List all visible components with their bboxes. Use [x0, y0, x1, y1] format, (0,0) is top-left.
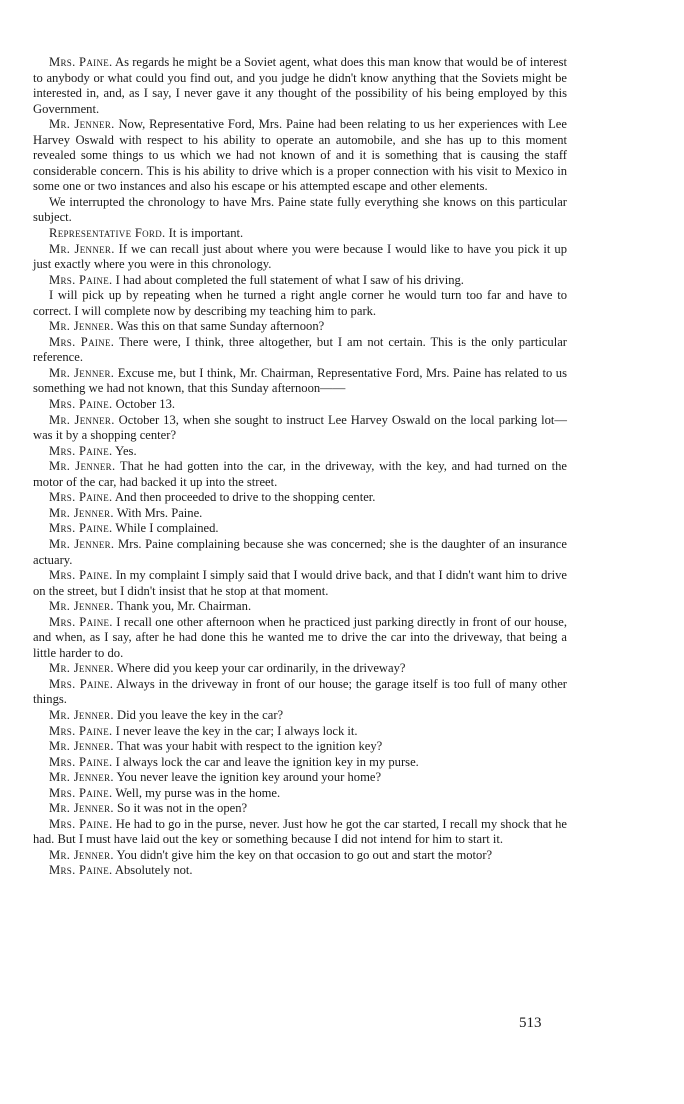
testimony-paragraph — [33, 801, 567, 817]
speaker-name: Mr. Jenner. — [49, 847, 114, 862]
paragraph-text: As regards he might be a Soviet agent, what does this man know that would be of interest to anybody or what could you find out, and you judge he didn't know anything that the Soviets might be interested in, and, as I say, I never gave it any thought of the possibility of his being employed by this Government. — [33, 55, 567, 116]
paragraph-text: Well, my purse was in the home. — [112, 785, 281, 800]
speaker-name: Mrs. Paine. — [49, 521, 113, 536]
testimony-paragraph — [33, 677, 567, 708]
paragraph-text: I will pick up by repeating when he turned a right angle corner he would turn too far and have to correct. I will complete now by describing my teaching him to park. — [33, 288, 567, 318]
paragraph-text: In my complaint I simply said that I would drive back, and that I didn't want him to drive on the street, but I didn't insist that he stop at that moment. — [33, 568, 567, 598]
speaker-name: Mr. Jenner. — [49, 661, 114, 676]
speaker-name: Mrs. Paine. — [49, 55, 113, 69]
testimony-paragraph — [33, 521, 567, 537]
testimony-paragraph — [33, 273, 567, 289]
speaker-name: Mr. Jenner. — [49, 536, 115, 551]
testimony-paragraph — [33, 413, 567, 444]
testimony-paragraph — [33, 226, 567, 242]
testimony-paragraph — [33, 863, 567, 879]
testimony-paragraph — [33, 55, 567, 117]
testimony-paragraph — [33, 817, 567, 848]
speaker-name: Mr. Jenner. — [49, 412, 115, 427]
paragraph-text: October 13, when she sought to instruct Lee Harvey Oswald on the local parking lot—was it by a shopping center? — [33, 412, 567, 443]
speaker-name: Mrs. Paine. — [49, 272, 113, 287]
testimony-paragraph — [33, 537, 567, 568]
paragraph-text: Now, Representative Ford, Mrs. Paine had been relating to us her experiences with Lee Harvey Oswald with respect to his ability to operate an automobile, and she has up to this moment revealed some things to us which we had not known of and it is something that is causing the staff considerable concern. This is his ability to drive which is a proper connection with his visit to Mexico in some one or two instances and also his escape or his attempted escape and other elements. — [33, 117, 567, 194]
paragraph-text: There were, I think, three altogether, but I am not certain. This is the only particular reference. — [33, 334, 567, 365]
paragraph-text: And then proceeded to drive to the shopping center. — [112, 490, 376, 505]
speaker-name: Mr. Jenner. — [49, 770, 114, 785]
testimony-paragraph — [33, 366, 567, 397]
testimony-paragraph — [33, 848, 567, 864]
testimony-paragraph — [33, 755, 567, 771]
testimony-paragraph — [33, 319, 567, 335]
speaker-name: Mrs. Paine. — [49, 614, 113, 629]
testimony-paragraph — [33, 195, 567, 226]
speaker-name: Mr. Jenner. — [49, 365, 115, 380]
speaker-name: Mr. Jenner. — [49, 599, 114, 614]
speaker-name: Mrs. Paine. — [49, 754, 113, 769]
paragraph-text: Did you leave the key in the car? — [113, 707, 284, 722]
paragraph-text: October 13. — [112, 397, 176, 412]
speaker-name: Mr. Jenner. — [49, 241, 115, 256]
testimony-paragraph — [33, 708, 567, 724]
speaker-name: Mrs. Paine. — [49, 443, 113, 458]
paragraph-text: While I complained. — [112, 521, 219, 536]
paragraph-text: Yes. — [112, 443, 137, 458]
speaker-name: Mrs. Paine. — [49, 397, 113, 412]
testimony-paragraph — [33, 117, 567, 195]
testimony-paragraph — [33, 459, 567, 490]
paragraph-text: I recall one other afternoon when he practiced just parking directly in front of our house, and when, as I say, after he had done this he wanted me to drive the car into the driveway, that being a little harder to do. — [33, 614, 567, 660]
speaker-name: Mrs. Paine. — [49, 863, 113, 878]
paragraph-text: Always in the driveway in front of our house; the garage itself is too full of many other things. — [33, 676, 567, 707]
paragraph-text: He had to go in the purse, never. Just how he got the car started, I recall my shock that he had. But I must have laid out the key or something because I did not intend for him to start it. — [33, 816, 568, 847]
speaker-name: Mr. Jenner. — [49, 707, 114, 722]
speaker-name: Mrs. Paine. — [49, 816, 113, 831]
paragraph-text: I always lock the car and leave the ignition key in my purse. — [112, 754, 419, 769]
testimony-paragraph — [33, 506, 567, 522]
testimony-text — [33, 55, 567, 879]
testimony-paragraph — [33, 661, 567, 677]
testimony-paragraph — [33, 724, 567, 740]
speaker-name: Mrs. Paine. — [49, 723, 113, 738]
speaker-name: Mr. Jenner. — [49, 459, 116, 474]
testimony-paragraph — [33, 786, 567, 802]
speaker-name: Mrs. Paine. — [49, 568, 113, 583]
speaker-name: Mrs. Paine. — [49, 785, 113, 800]
speaker-name: Mr. Jenner. — [49, 801, 114, 816]
paragraph-text: Was this on that same Sunday afternoon? — [113, 319, 325, 334]
paragraph-text: Excuse me, but I think, Mr. Chairman, Representative Ford, Mrs. Paine has related to us something we had not known, that this Sunday afternoon—— — [33, 365, 567, 396]
paragraph-text: That was your habit with respect to the ignition key? — [113, 739, 383, 754]
paragraph-text: I had about completed the full statement of what I saw of his driving. — [112, 272, 464, 287]
paragraph-text: You didn't give him the key on that occasion to go out and start the motor? — [113, 847, 493, 862]
speaker-name: Mrs. Paine. — [49, 490, 113, 505]
paragraph-text: We interrupted the chronology to have Mrs. Paine state fully everything she knows on this particular subject. — [33, 194, 567, 225]
testimony-paragraph — [33, 242, 567, 273]
speaker-name: Mr. Jenner. — [49, 505, 114, 520]
testimony-paragraph — [33, 335, 567, 366]
testimony-paragraph — [33, 770, 567, 786]
paragraph-text: With Mrs. Paine. — [113, 505, 203, 520]
testimony-paragraph — [33, 444, 567, 460]
page-number: 513 — [519, 1015, 542, 1031]
testimony-paragraph — [33, 739, 567, 755]
paragraph-text: I never leave the key in the car; I always lock it. — [112, 723, 358, 738]
testimony-paragraph — [33, 397, 567, 413]
paragraph-text: Where did you keep your car ordinarily, in the driveway? — [113, 661, 406, 676]
testimony-paragraph — [33, 599, 567, 615]
paragraph-text: If we can recall just about where you were because I would like to have you pick it up just exactly where you were in this chronology. — [33, 241, 567, 272]
paragraph-text: That he had gotten into the car, in the driveway, with the key, and had turned on the motor of the car, had backed it up into the street. — [33, 459, 567, 489]
paragraph-text: It is important. — [165, 226, 244, 241]
paragraph-text: Absolutely not. — [112, 863, 193, 878]
testimony-paragraph — [33, 288, 567, 319]
speaker-name: Mr. Jenner. — [49, 117, 115, 132]
paragraph-text: Mrs. Paine complaining because she was concerned; she is the daughter of an insurance actuary. — [33, 536, 567, 567]
paragraph-text: You never leave the ignition key around your home? — [113, 770, 382, 785]
speaker-name: Mr. Jenner. — [49, 739, 114, 754]
speaker-name: Mrs. Paine. — [49, 334, 115, 349]
paragraph-text: Thank you, Mr. Chairman. — [113, 599, 252, 614]
testimony-paragraph — [33, 490, 567, 506]
speaker-name: Mrs. Paine. — [49, 676, 114, 691]
testimony-paragraph — [33, 615, 567, 662]
speaker-name: Mr. Jenner. — [49, 319, 114, 334]
paragraph-text: So it was not in the open? — [113, 801, 248, 816]
speaker-name: Representative Ford. — [49, 226, 166, 241]
testimony-paragraph — [33, 568, 567, 599]
